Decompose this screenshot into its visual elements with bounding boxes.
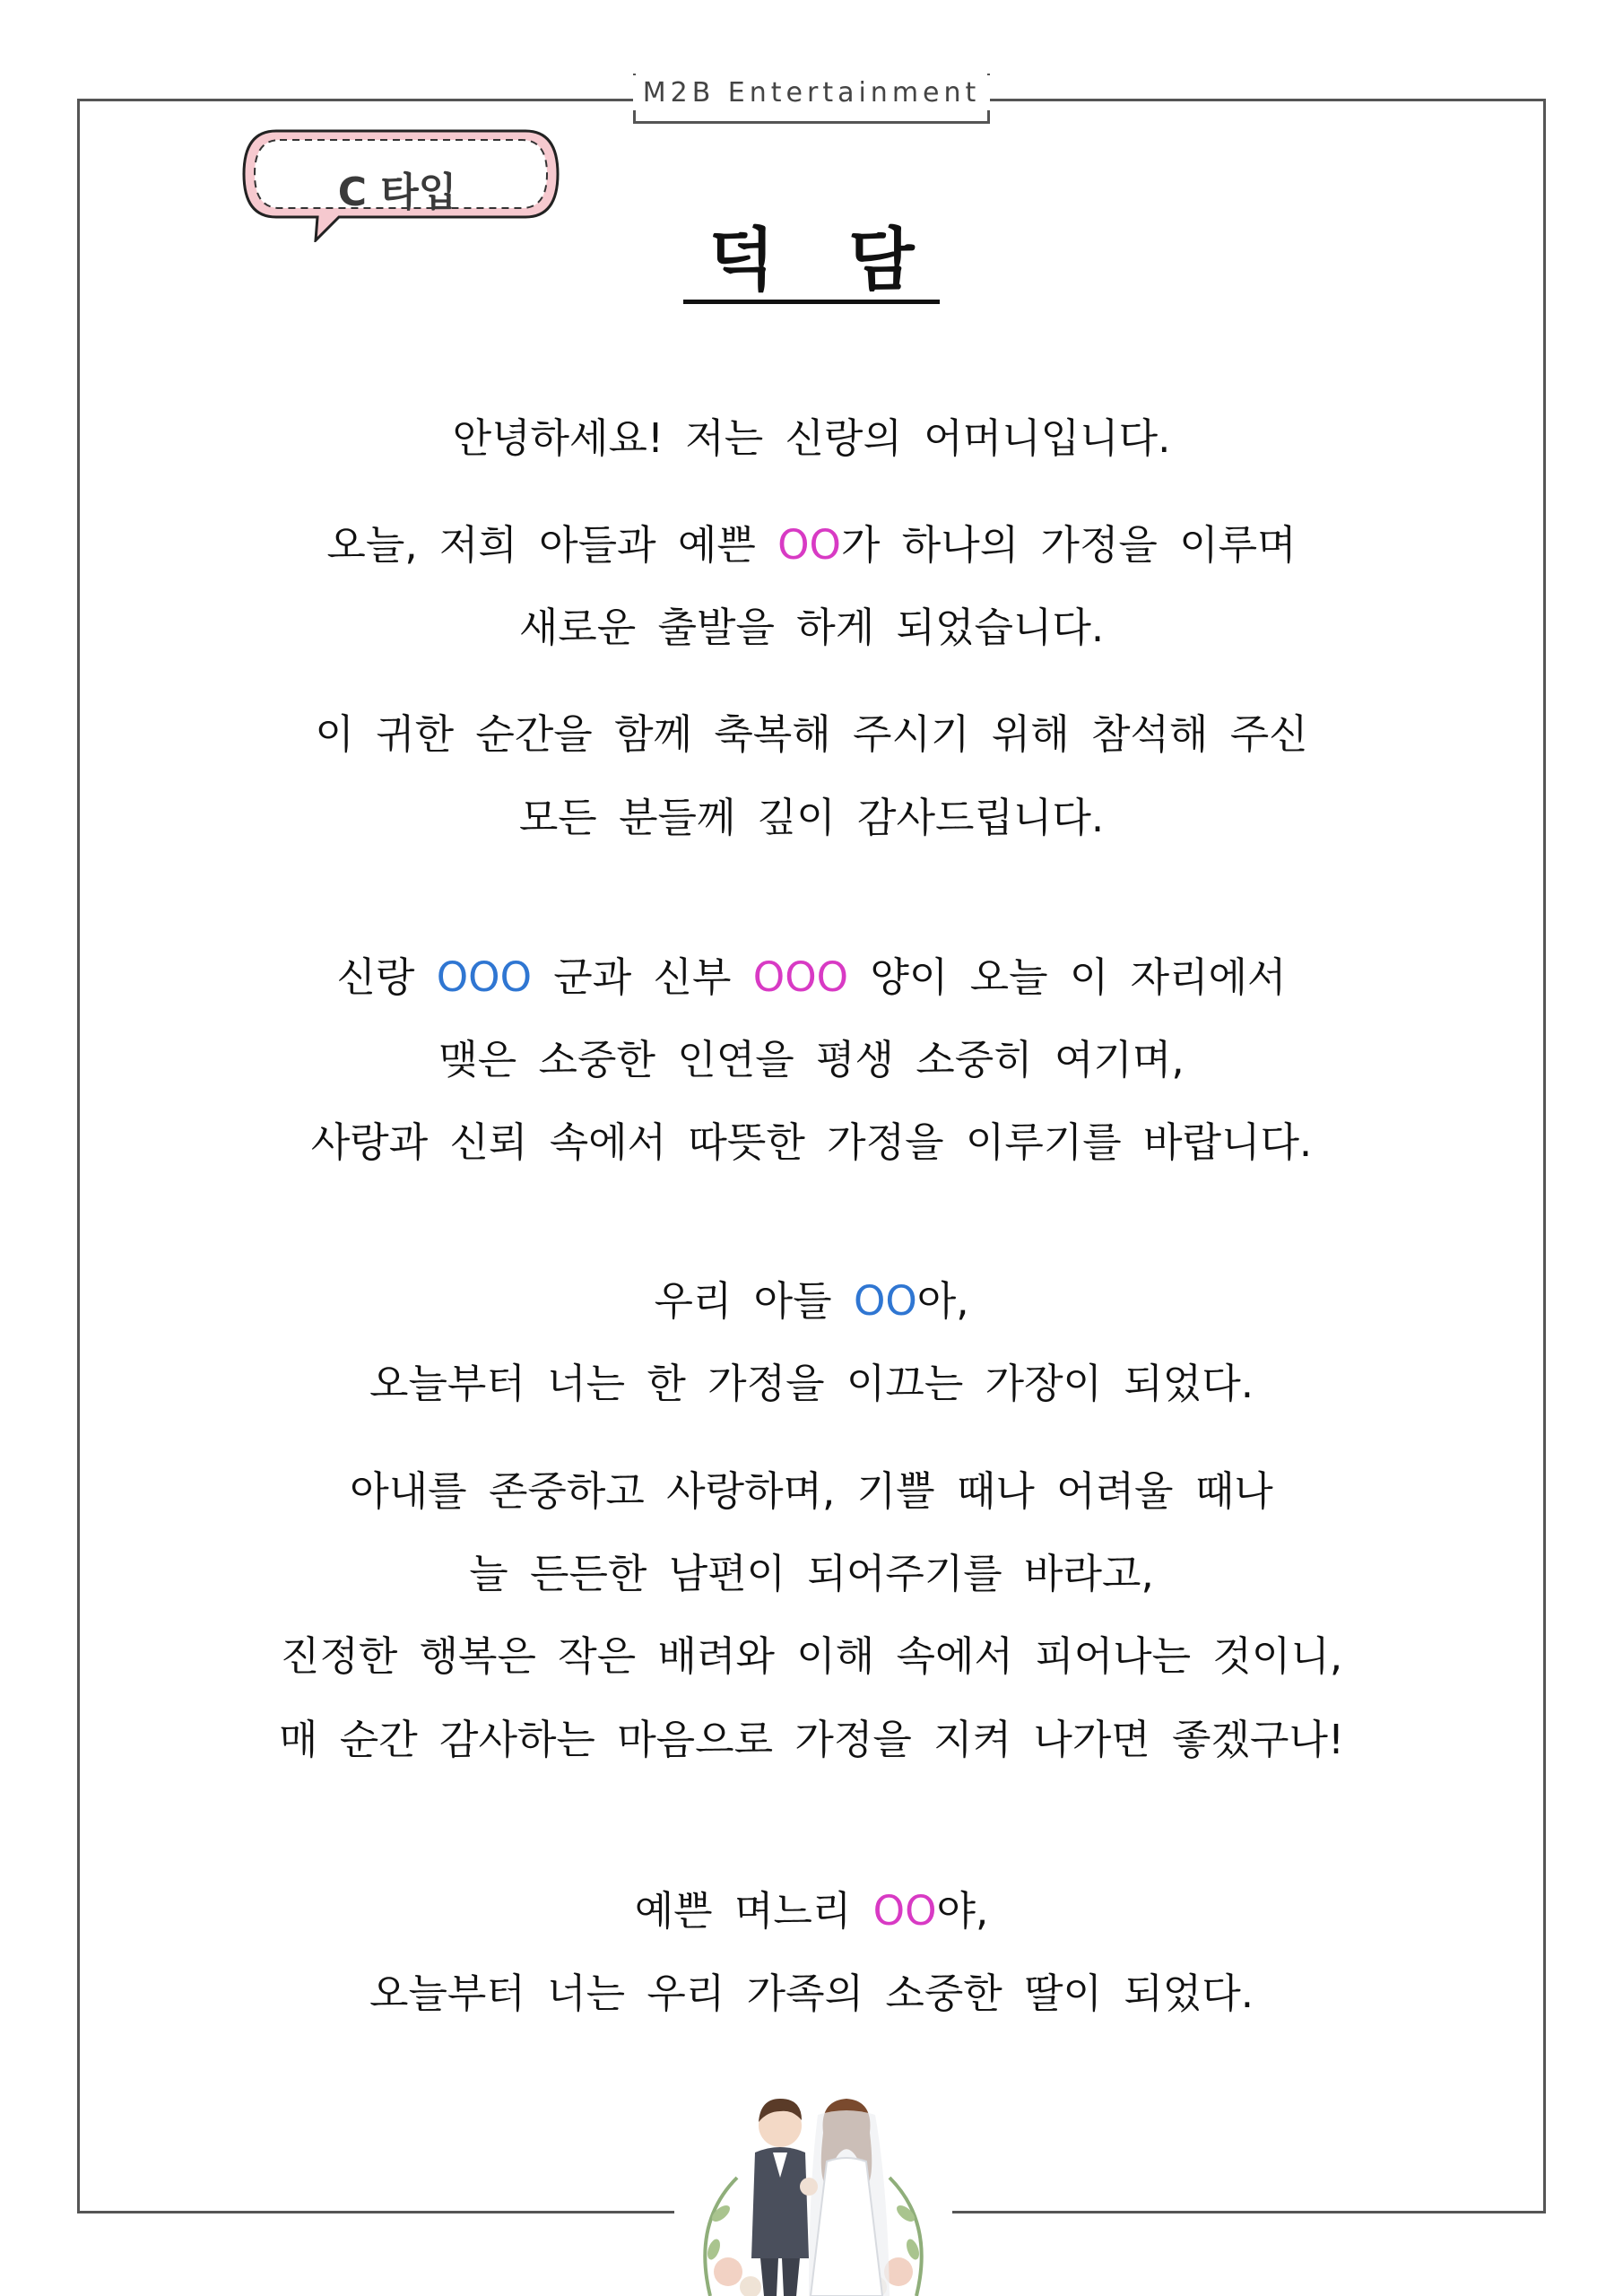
text-line-15-start: 예쁜 며느리 bbox=[634, 1887, 873, 1935]
type-badge-label: C 타입 bbox=[337, 170, 457, 215]
text-line-15-end: 야, bbox=[936, 1887, 989, 1935]
text-line-15 bbox=[0, 1878, 1623, 1936]
text-line-9-end: 아, bbox=[916, 1277, 969, 1325]
brand-label: M2B Entertainment bbox=[633, 75, 990, 110]
text-line-9-start: 우리 아들 bbox=[654, 1277, 854, 1325]
bride-name-placeholder: OO bbox=[872, 1887, 937, 1935]
groom-name-placeholder: OOO bbox=[436, 953, 532, 1001]
page-title bbox=[0, 220, 1623, 304]
bride-name-placeholder: OO bbox=[777, 521, 841, 569]
text-line-12: 늘 든든한 남편이 되어주기를 바라고, bbox=[469, 1550, 1154, 1597]
text-line-1: 안녕하세요! 저는 신랑의 어머니입니다. bbox=[452, 414, 1171, 462]
text-line-7: 맺은 소중한 인연을 평생 소중히 여기며, bbox=[438, 1036, 1185, 1083]
text-line-6 bbox=[0, 944, 1623, 1003]
text-line-16: 오늘부터 너는 우리 가족의 소중한 딸이 되었다. bbox=[369, 1970, 1254, 2017]
text-line-6-mid: 군과 신부 bbox=[532, 953, 753, 1001]
text-line-13: 진정한 행복은 작은 배려와 이해 속에서 피어나는 것이니, bbox=[280, 1632, 1343, 1680]
wedding-couple-icon bbox=[674, 2079, 952, 2296]
son-name-placeholder: OO bbox=[853, 1277, 917, 1325]
text-line-2 bbox=[0, 512, 1623, 570]
wedding-couple-illustration bbox=[674, 2079, 952, 2296]
text-line-8: 사랑과 신뢰 속에서 따뜻한 가정을 이루기를 바랍니다. bbox=[310, 1118, 1313, 1166]
text-line-11: 아내를 존중하고 사랑하며, 기쁠 때나 어려울 때나 bbox=[350, 1467, 1273, 1515]
text-line-9 bbox=[0, 1268, 1623, 1326]
text-line-2-end: 가 하나의 가정을 이루며 bbox=[840, 521, 1297, 569]
text-line-5: 모든 분들께 깊이 감사드립니다. bbox=[518, 794, 1105, 841]
text-line-4: 이 귀한 순간을 함께 축복해 주시기 위해 참석해 주신 bbox=[315, 710, 1308, 758]
page-title-text: 덕 담 bbox=[683, 224, 939, 304]
text-line-10: 오늘부터 너는 한 가정을 이끄는 가장이 되었다. bbox=[369, 1360, 1254, 1407]
bride-name-placeholder: OOO bbox=[752, 953, 849, 1001]
text-line-14: 매 순간 감사하는 마음으로 가정을 지켜 나가면 좋겠구나! bbox=[279, 1716, 1344, 1763]
text-line-3: 새로운 출발을 하게 되었습니다. bbox=[518, 604, 1105, 651]
text-line-6-end: 양이 오늘 이 자리에서 bbox=[848, 953, 1287, 1001]
text-line-2-start: 오늘, 저희 아들과 예쁜 bbox=[326, 521, 778, 569]
text-line-6-start: 신랑 bbox=[336, 953, 437, 1001]
